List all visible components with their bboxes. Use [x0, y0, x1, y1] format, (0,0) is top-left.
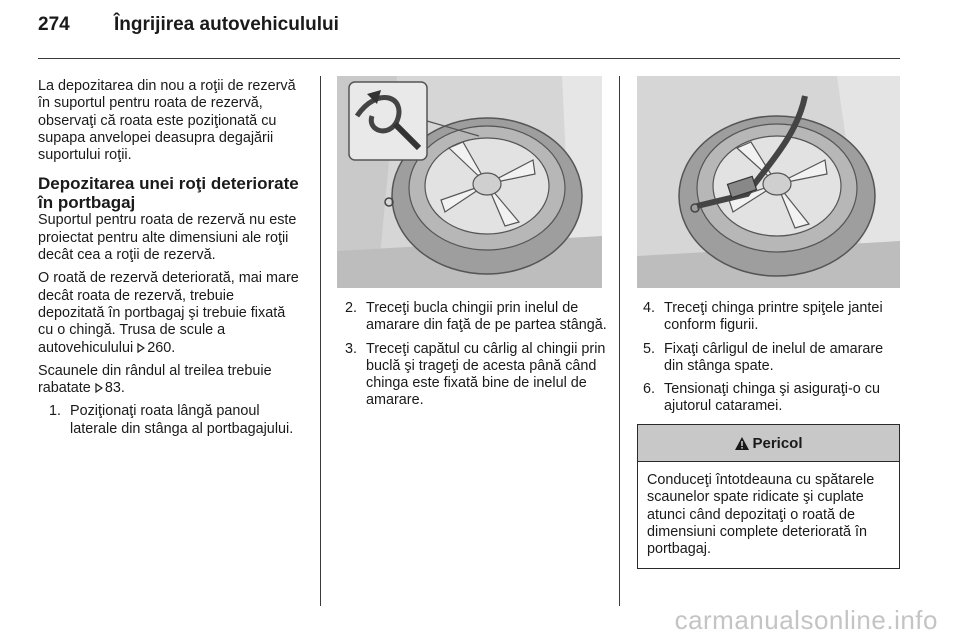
- page-reference-link[interactable]: 260.: [147, 339, 176, 356]
- column-middle: [345, 300, 607, 416]
- watermark: carmanualsonline.info: [674, 605, 938, 635]
- page-reference-icon: [137, 343, 145, 353]
- step-text: Treceţi bucla chingii prin inelul de amarare din faţă de pe partea stângă.: [366, 300, 607, 334]
- figure-strap-ring: [337, 76, 602, 288]
- warning-text: Conduceţi întotdeauna cu spătarele scaunelor spate ridicate şi cuplate atunci când depozitaţi o roată de dimensiuni complete deteriorată în portbagaj.: [647, 472, 875, 558]
- page-number: 274: [38, 14, 70, 35]
- step-6: [643, 381, 905, 416]
- step-2: [345, 300, 607, 335]
- page-title: Îngrijirea autovehiculului: [114, 14, 339, 35]
- step-text: Treceţi chinga printre spiţele jantei conform figurii.: [664, 300, 883, 334]
- step-number: 2.: [345, 300, 358, 316]
- page-reference-link[interactable]: 83.: [104, 380, 125, 397]
- step-text: Treceţi capătul cu cârlig al chingii prin buclă şi trageţi de acesta până când chinga este fixată bine de inelul de amarare.: [366, 340, 606, 409]
- page-header: [38, 14, 339, 50]
- illustration-strap-through-ring: [337, 76, 602, 288]
- step-number: 6.: [643, 381, 656, 398]
- column-divider: [320, 76, 321, 606]
- header-rule: [38, 58, 900, 59]
- step-5: [643, 341, 905, 376]
- illustration-strap-through-spokes: [637, 76, 900, 288]
- paragraph-damaged-wheel: [38, 270, 304, 356]
- warning-triangle-icon: [734, 436, 750, 451]
- column-left: [38, 78, 304, 444]
- step-1: [38, 403, 304, 438]
- step-text: Poziţionaţi roata lângă panoul laterale din stânga al portbagajului.: [70, 403, 294, 437]
- step-number: 5.: [643, 340, 656, 357]
- step-4: [643, 300, 905, 335]
- warning-title: Pericol: [752, 434, 803, 452]
- warning-box: [637, 424, 900, 569]
- paragraph-third-row-text: Scaunele din rândul al treilea trebuie rabatate: [38, 362, 272, 397]
- step-number: 4.: [643, 300, 656, 316]
- column-divider: [619, 76, 620, 606]
- paragraph-support: Suportul pentru roata de rezervă nu este proiectat pentru alte dimensiuni ale roţii decât cea a roţii de rezervă.: [38, 212, 297, 264]
- paragraph-third-row: [38, 363, 304, 398]
- step-3: [345, 341, 607, 410]
- step-text: Tensionaţi chinga şi asiguraţi-o cu ajutorul cataramei.: [664, 381, 880, 415]
- paragraph-damaged-wheel-text: O roată de rezervă deteriorată, mai mare decât roata de rezervă, trebuie depozitată în portbagaj şi trebuie fixată cu o chingă. Trusa de scule a autovehiculului: [38, 270, 299, 356]
- page-reference-icon: [95, 383, 103, 393]
- step-number: 1.: [49, 403, 62, 420]
- section-heading: Depozitarea unei roţi deteriorate în portbagaj: [38, 174, 299, 213]
- warning-header: [638, 425, 899, 462]
- intro-paragraph: La depozitarea din nou a roţii de rezervă în suportul pentru roata de rezervă, observaţi că roata este poziţionată cu supapa anvelopei deasupra degajării suportului roţii.: [38, 78, 296, 164]
- step-number: 3.: [345, 340, 358, 357]
- column-right: [643, 300, 905, 422]
- figure-strap-spokes: [637, 76, 900, 288]
- step-text: Fixaţi cârligul de inelul de amarare din stânga spate.: [664, 340, 884, 374]
